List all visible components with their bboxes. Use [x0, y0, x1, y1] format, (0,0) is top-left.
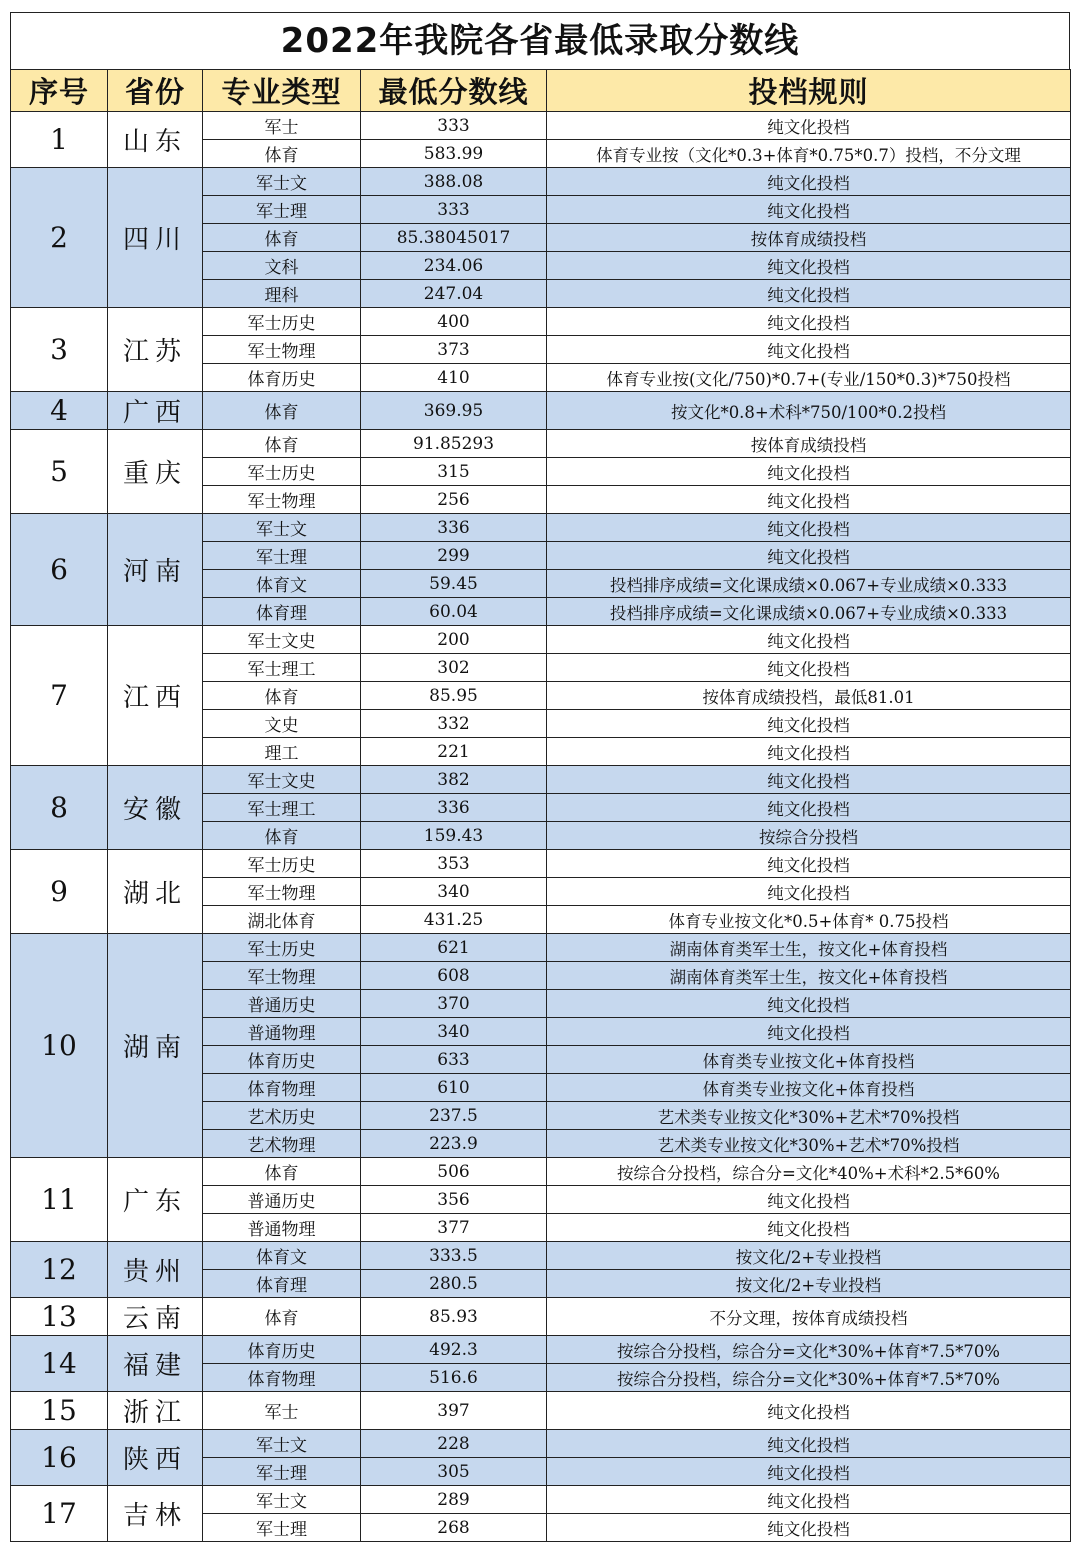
score-cell: 583.99 [361, 140, 547, 168]
type-cell: 体育 [203, 682, 361, 710]
row-index: 4 [11, 392, 108, 430]
rule-cell: 纯文化投档 [547, 1514, 1071, 1542]
type-cell: 军士理工 [203, 794, 361, 822]
type-cell: 军士物理 [203, 878, 361, 906]
rule-cell: 按体育成绩投档，最低81.01 [547, 682, 1071, 710]
type-cell: 军士物理 [203, 336, 361, 364]
page-title: 2022年我院各省最低录取分数线 [10, 12, 1070, 69]
score-cell: 85.93 [361, 1298, 547, 1336]
rule-cell: 纯文化投档 [547, 990, 1071, 1018]
score-cell: 85.95 [361, 682, 547, 710]
type-cell: 体育历史 [203, 1336, 361, 1364]
rule-cell: 按文化*0.8+术科*750/100*0.2投档 [547, 392, 1071, 430]
rule-cell: 纯文化投档 [547, 738, 1071, 766]
table-body [11, 112, 1071, 1542]
score-cell: 237.5 [361, 1102, 547, 1130]
score-cell: 60.04 [361, 598, 547, 626]
score-cell: 302 [361, 654, 547, 682]
type-cell: 军士理工 [203, 654, 361, 682]
type-cell: 体育文 [203, 570, 361, 598]
score-cell: 336 [361, 514, 547, 542]
type-cell: 体育物理 [203, 1074, 361, 1102]
header-province: 省份 [108, 70, 203, 112]
score-cell: 315 [361, 458, 547, 486]
province-cell: 重庆 [108, 430, 203, 514]
type-cell: 体育 [203, 430, 361, 458]
score-cell: 159.43 [361, 822, 547, 850]
row-index: 13 [11, 1298, 108, 1336]
score-cell: 333 [361, 196, 547, 224]
table-row [11, 934, 1071, 962]
score-cell: 382 [361, 766, 547, 794]
score-cell: 234.06 [361, 252, 547, 280]
type-cell: 军士历史 [203, 308, 361, 336]
province-cell: 吉林 [108, 1486, 203, 1542]
score-cell: 299 [361, 542, 547, 570]
row-index: 16 [11, 1430, 108, 1486]
type-cell: 艺术历史 [203, 1102, 361, 1130]
rule-cell: 纯文化投档 [547, 1486, 1071, 1514]
type-cell: 军士理 [203, 196, 361, 224]
rule-cell: 湖南体育类军士生，按文化+体育投档 [547, 962, 1071, 990]
table-row [11, 392, 1071, 430]
rule-cell: 纯文化投档 [547, 654, 1071, 682]
type-cell: 军士文 [203, 168, 361, 196]
row-index: 17 [11, 1486, 108, 1542]
rule-cell: 纯文化投档 [547, 542, 1071, 570]
type-cell: 体育 [203, 392, 361, 430]
score-cell: 91.85293 [361, 430, 547, 458]
table-row [11, 1336, 1071, 1364]
table-row [11, 112, 1071, 140]
rule-cell: 体育专业按（文化*0.3+体育*0.75*0.7）投档，不分文理 [547, 140, 1071, 168]
row-index: 9 [11, 850, 108, 934]
score-cell: 247.04 [361, 280, 547, 308]
rule-cell: 纯文化投档 [547, 1430, 1071, 1458]
score-cell: 268 [361, 1514, 547, 1542]
rule-cell: 按综合分投档 [547, 822, 1071, 850]
table-row [11, 1392, 1071, 1430]
type-cell: 军士文史 [203, 626, 361, 654]
score-cell: 610 [361, 1074, 547, 1102]
type-cell: 艺术物理 [203, 1130, 361, 1158]
type-cell: 军士理 [203, 542, 361, 570]
rule-cell: 纯文化投档 [547, 1214, 1071, 1242]
score-cell: 340 [361, 1018, 547, 1046]
province-cell: 湖南 [108, 934, 203, 1158]
rule-cell: 体育专业按(文化/750)*0.7+(专业/150*0.3)*750投档 [547, 364, 1071, 392]
score-cell: 608 [361, 962, 547, 990]
header-score: 最低分数线 [361, 70, 547, 112]
rule-cell: 纯文化投档 [547, 252, 1071, 280]
table-row [11, 850, 1071, 878]
header-type: 专业类型 [203, 70, 361, 112]
rule-cell: 不分文理，按体育成绩投档 [547, 1298, 1071, 1336]
type-cell: 军士 [203, 1392, 361, 1430]
row-index: 14 [11, 1336, 108, 1392]
table-header-row [11, 70, 1071, 112]
score-cell: 280.5 [361, 1270, 547, 1298]
row-index: 6 [11, 514, 108, 626]
province-cell: 云南 [108, 1298, 203, 1336]
type-cell: 湖北体育 [203, 906, 361, 934]
score-cell: 356 [361, 1186, 547, 1214]
rule-cell: 纯文化投档 [547, 458, 1071, 486]
type-cell: 军士文 [203, 1430, 361, 1458]
type-cell: 军士文 [203, 514, 361, 542]
type-cell: 军士历史 [203, 850, 361, 878]
row-index: 1 [11, 112, 108, 168]
row-index: 8 [11, 766, 108, 850]
rule-cell: 纯文化投档 [547, 196, 1071, 224]
rule-cell: 纯文化投档 [547, 336, 1071, 364]
type-cell: 文史 [203, 710, 361, 738]
type-cell: 体育历史 [203, 1046, 361, 1074]
header-rule: 投档规则 [547, 70, 1071, 112]
score-cell: 221 [361, 738, 547, 766]
type-cell: 军士理 [203, 1458, 361, 1486]
score-cell: 431.25 [361, 906, 547, 934]
province-cell: 江苏 [108, 308, 203, 392]
type-cell: 军士历史 [203, 458, 361, 486]
table-row [11, 514, 1071, 542]
score-cell: 369.95 [361, 392, 547, 430]
score-cell: 228 [361, 1430, 547, 1458]
rule-cell: 纯文化投档 [547, 878, 1071, 906]
type-cell: 文科 [203, 252, 361, 280]
score-cell: 85.38045017 [361, 224, 547, 252]
type-cell: 体育 [203, 1298, 361, 1336]
row-index: 5 [11, 430, 108, 514]
rule-cell: 纯文化投档 [547, 514, 1071, 542]
rule-cell: 按综合分投档，综合分=文化*30%+体育*7.5*70% [547, 1364, 1071, 1392]
score-sheet [10, 12, 1070, 1542]
table-row [11, 1298, 1071, 1336]
table-row [11, 430, 1071, 458]
rule-cell: 按体育成绩投档 [547, 224, 1071, 252]
rule-cell: 纯文化投档 [547, 710, 1071, 738]
score-cell: 59.45 [361, 570, 547, 598]
rule-cell: 体育类专业按文化+体育投档 [547, 1046, 1071, 1074]
province-cell: 广东 [108, 1158, 203, 1242]
rule-cell: 体育类专业按文化+体育投档 [547, 1074, 1071, 1102]
rule-cell: 纯文化投档 [547, 1018, 1071, 1046]
score-cell: 289 [361, 1486, 547, 1514]
row-index: 2 [11, 168, 108, 308]
table-row [11, 168, 1071, 196]
rule-cell: 按体育成绩投档 [547, 430, 1071, 458]
row-index: 11 [11, 1158, 108, 1242]
row-index: 7 [11, 626, 108, 766]
row-index: 15 [11, 1392, 108, 1430]
table-row [11, 1430, 1071, 1458]
score-cell: 400 [361, 308, 547, 336]
row-index: 10 [11, 934, 108, 1158]
type-cell: 军士物理 [203, 486, 361, 514]
score-cell: 336 [361, 794, 547, 822]
rule-cell: 纯文化投档 [547, 626, 1071, 654]
type-cell: 体育理 [203, 1270, 361, 1298]
table-row [11, 1242, 1071, 1270]
rule-cell: 投档排序成绩=文化课成绩×0.067+专业成绩×0.333 [547, 570, 1071, 598]
score-cell: 388.08 [361, 168, 547, 196]
type-cell: 军士历史 [203, 934, 361, 962]
province-cell: 陕西 [108, 1430, 203, 1486]
score-cell: 373 [361, 336, 547, 364]
table-row [11, 308, 1071, 336]
score-cell: 506 [361, 1158, 547, 1186]
province-cell: 山东 [108, 112, 203, 168]
score-cell: 223.9 [361, 1130, 547, 1158]
score-cell: 621 [361, 934, 547, 962]
score-cell: 340 [361, 878, 547, 906]
type-cell: 体育文 [203, 1242, 361, 1270]
rule-cell: 按综合分投档，综合分=文化*30%+体育*7.5*70% [547, 1336, 1071, 1364]
rule-cell: 纯文化投档 [547, 168, 1071, 196]
type-cell: 军士文史 [203, 766, 361, 794]
type-cell: 体育历史 [203, 364, 361, 392]
province-cell: 福建 [108, 1336, 203, 1392]
rule-cell: 艺术类专业按文化*30%+艺术*70%投档 [547, 1130, 1071, 1158]
type-cell: 普通历史 [203, 1186, 361, 1214]
rule-cell: 纯文化投档 [547, 486, 1071, 514]
type-cell: 体育 [203, 822, 361, 850]
score-cell: 397 [361, 1392, 547, 1430]
province-cell: 贵州 [108, 1242, 203, 1298]
row-index: 12 [11, 1242, 108, 1298]
table-row [11, 1158, 1071, 1186]
score-cell: 333.5 [361, 1242, 547, 1270]
rule-cell: 纯文化投档 [547, 1392, 1071, 1430]
rule-cell: 按文化/2+专业投档 [547, 1242, 1071, 1270]
type-cell: 理工 [203, 738, 361, 766]
score-cell: 333 [361, 112, 547, 140]
table-row [11, 766, 1071, 794]
rule-cell: 纯文化投档 [547, 766, 1071, 794]
province-cell: 安徽 [108, 766, 203, 850]
rule-cell: 艺术类专业按文化*30%+艺术*70%投档 [547, 1102, 1071, 1130]
score-cell: 353 [361, 850, 547, 878]
score-cell: 370 [361, 990, 547, 1018]
score-cell: 305 [361, 1458, 547, 1486]
type-cell: 军士文 [203, 1486, 361, 1514]
province-cell: 江西 [108, 626, 203, 766]
rule-cell: 纯文化投档 [547, 1458, 1071, 1486]
rule-cell: 按综合分投档，综合分=文化*40%+术科*2.5*60% [547, 1158, 1071, 1186]
type-cell: 普通物理 [203, 1018, 361, 1046]
score-cell: 492.3 [361, 1336, 547, 1364]
score-cell: 200 [361, 626, 547, 654]
province-cell: 河南 [108, 514, 203, 626]
rule-cell: 按文化/2+专业投档 [547, 1270, 1071, 1298]
rule-cell: 纯文化投档 [547, 1186, 1071, 1214]
table-row [11, 1486, 1071, 1514]
rule-cell: 湖南体育类军士生，按文化+体育投档 [547, 934, 1071, 962]
row-index: 3 [11, 308, 108, 392]
rule-cell: 纯文化投档 [547, 112, 1071, 140]
score-cell: 516.6 [361, 1364, 547, 1392]
score-cell: 410 [361, 364, 547, 392]
type-cell: 普通历史 [203, 990, 361, 1018]
type-cell: 体育 [203, 140, 361, 168]
table-row [11, 626, 1071, 654]
rule-cell: 纯文化投档 [547, 794, 1071, 822]
score-cell: 256 [361, 486, 547, 514]
type-cell: 体育理 [203, 598, 361, 626]
type-cell: 普通物理 [203, 1214, 361, 1242]
type-cell: 军士理 [203, 1514, 361, 1542]
rule-cell: 纯文化投档 [547, 850, 1071, 878]
score-cell: 377 [361, 1214, 547, 1242]
score-table [10, 69, 1071, 1542]
province-cell: 四川 [108, 168, 203, 308]
province-cell: 浙江 [108, 1392, 203, 1430]
score-cell: 633 [361, 1046, 547, 1074]
type-cell: 体育 [203, 224, 361, 252]
rule-cell: 纯文化投档 [547, 280, 1071, 308]
province-cell: 湖北 [108, 850, 203, 934]
type-cell: 军士物理 [203, 962, 361, 990]
type-cell: 理科 [203, 280, 361, 308]
rule-cell: 体育专业按文化*0.5+体育* 0.75投档 [547, 906, 1071, 934]
header-idx: 序号 [11, 70, 108, 112]
type-cell: 军士 [203, 112, 361, 140]
province-cell: 广西 [108, 392, 203, 430]
rule-cell: 纯文化投档 [547, 308, 1071, 336]
type-cell: 体育物理 [203, 1364, 361, 1392]
score-cell: 332 [361, 710, 547, 738]
rule-cell: 投档排序成绩=文化课成绩×0.067+专业成绩×0.333 [547, 598, 1071, 626]
type-cell: 体育 [203, 1158, 361, 1186]
